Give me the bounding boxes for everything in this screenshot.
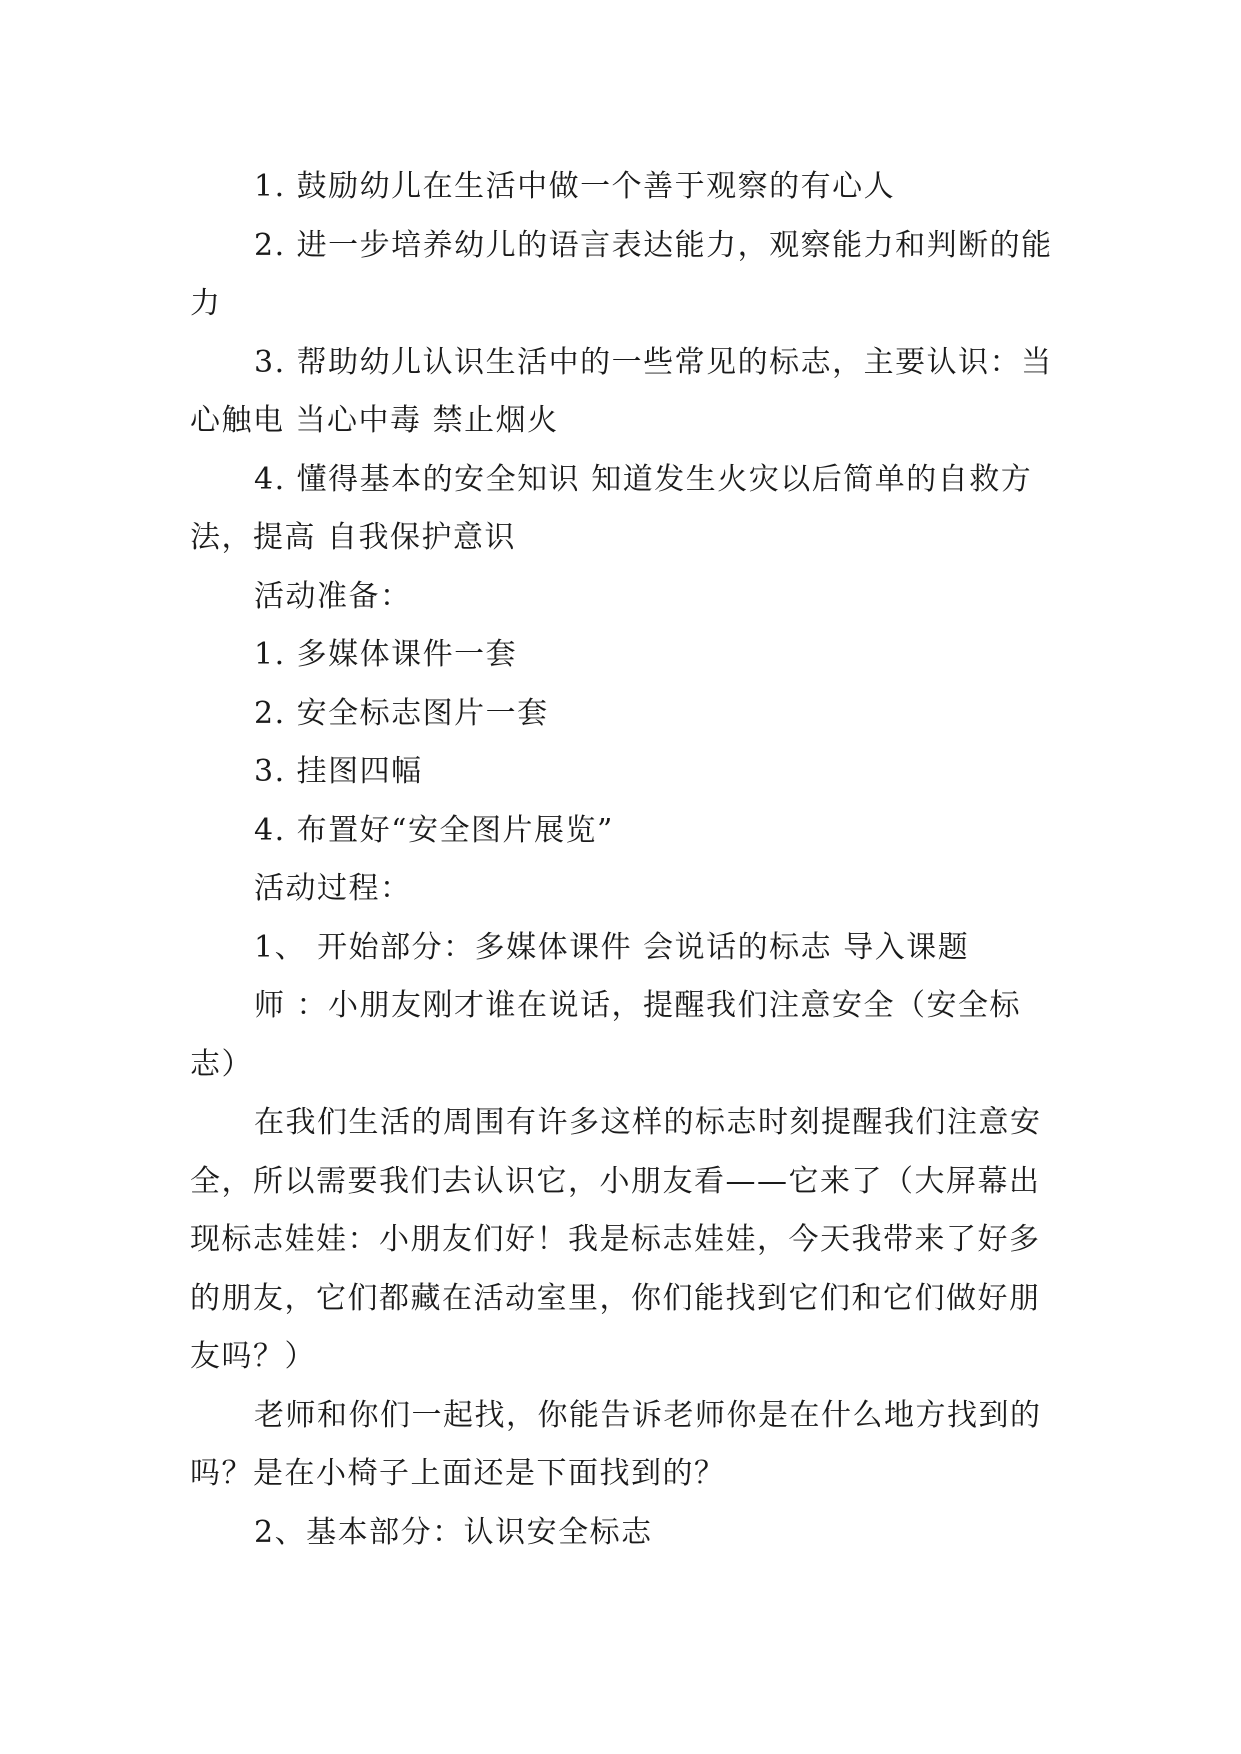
objective-3: 3. 帮助幼儿认识生活中的一些常见的标志，主要认识：当心触电 当心中毒 禁止烟火 <box>190 344 1053 438</box>
document-body <box>190 158 1060 1562</box>
teacher-line: 师 ：小朋友刚才谁在说话，提醒我们注意安全（安全标志） <box>190 988 1022 1082</box>
preparation-item-4: 4. 布置好“安全图片展览” <box>254 812 614 848</box>
objective-4: 4. 懂得基本的安全知识 知道发生火灾以后简单的自救方法，提高 自我保护意识 <box>190 461 1033 555</box>
preparation-heading: 活动准备： <box>254 578 412 614</box>
process-step-2: 2、基本部分：认识安全标志 <box>254 1514 653 1550</box>
preparation-item-1: 1. 多媒体课件一套 <box>254 637 518 672</box>
objective-2: 2. 进一步培养幼儿的语言表达能力，观察能力和判断的能力 <box>190 227 1053 321</box>
preparation-item-2: 2. 安全标志图片一套 <box>254 695 549 731</box>
process-step-1: 1、 开始部分：多媒体课件 会说话的标志 导入课题 <box>254 929 970 965</box>
story-paragraph: 在我们生活的周围有许多这样的标志时刻提醒我们注意安全，所以需要我们去认识它，小朋友看——它来了（大屏幕出现标志娃娃：小朋友们好！我是标志娃娃，今天我带来了好多的朋友，它们都藏在活动室里，你们能找到它们和它们做好朋友吗？） <box>190 1105 1042 1374</box>
process-heading: 活动过程： <box>254 871 412 906</box>
preparation-item-3: 3. 挂图四幅 <box>254 754 423 789</box>
objective-1: 1. 鼓励幼儿在生活中做一个善于观察的有心人 <box>254 169 896 204</box>
search-paragraph: 老师和你们一起找，你能告诉老师你是在什么地方找到的吗？是在小椅子上面还是下面找到的？ <box>190 1397 1042 1491</box>
